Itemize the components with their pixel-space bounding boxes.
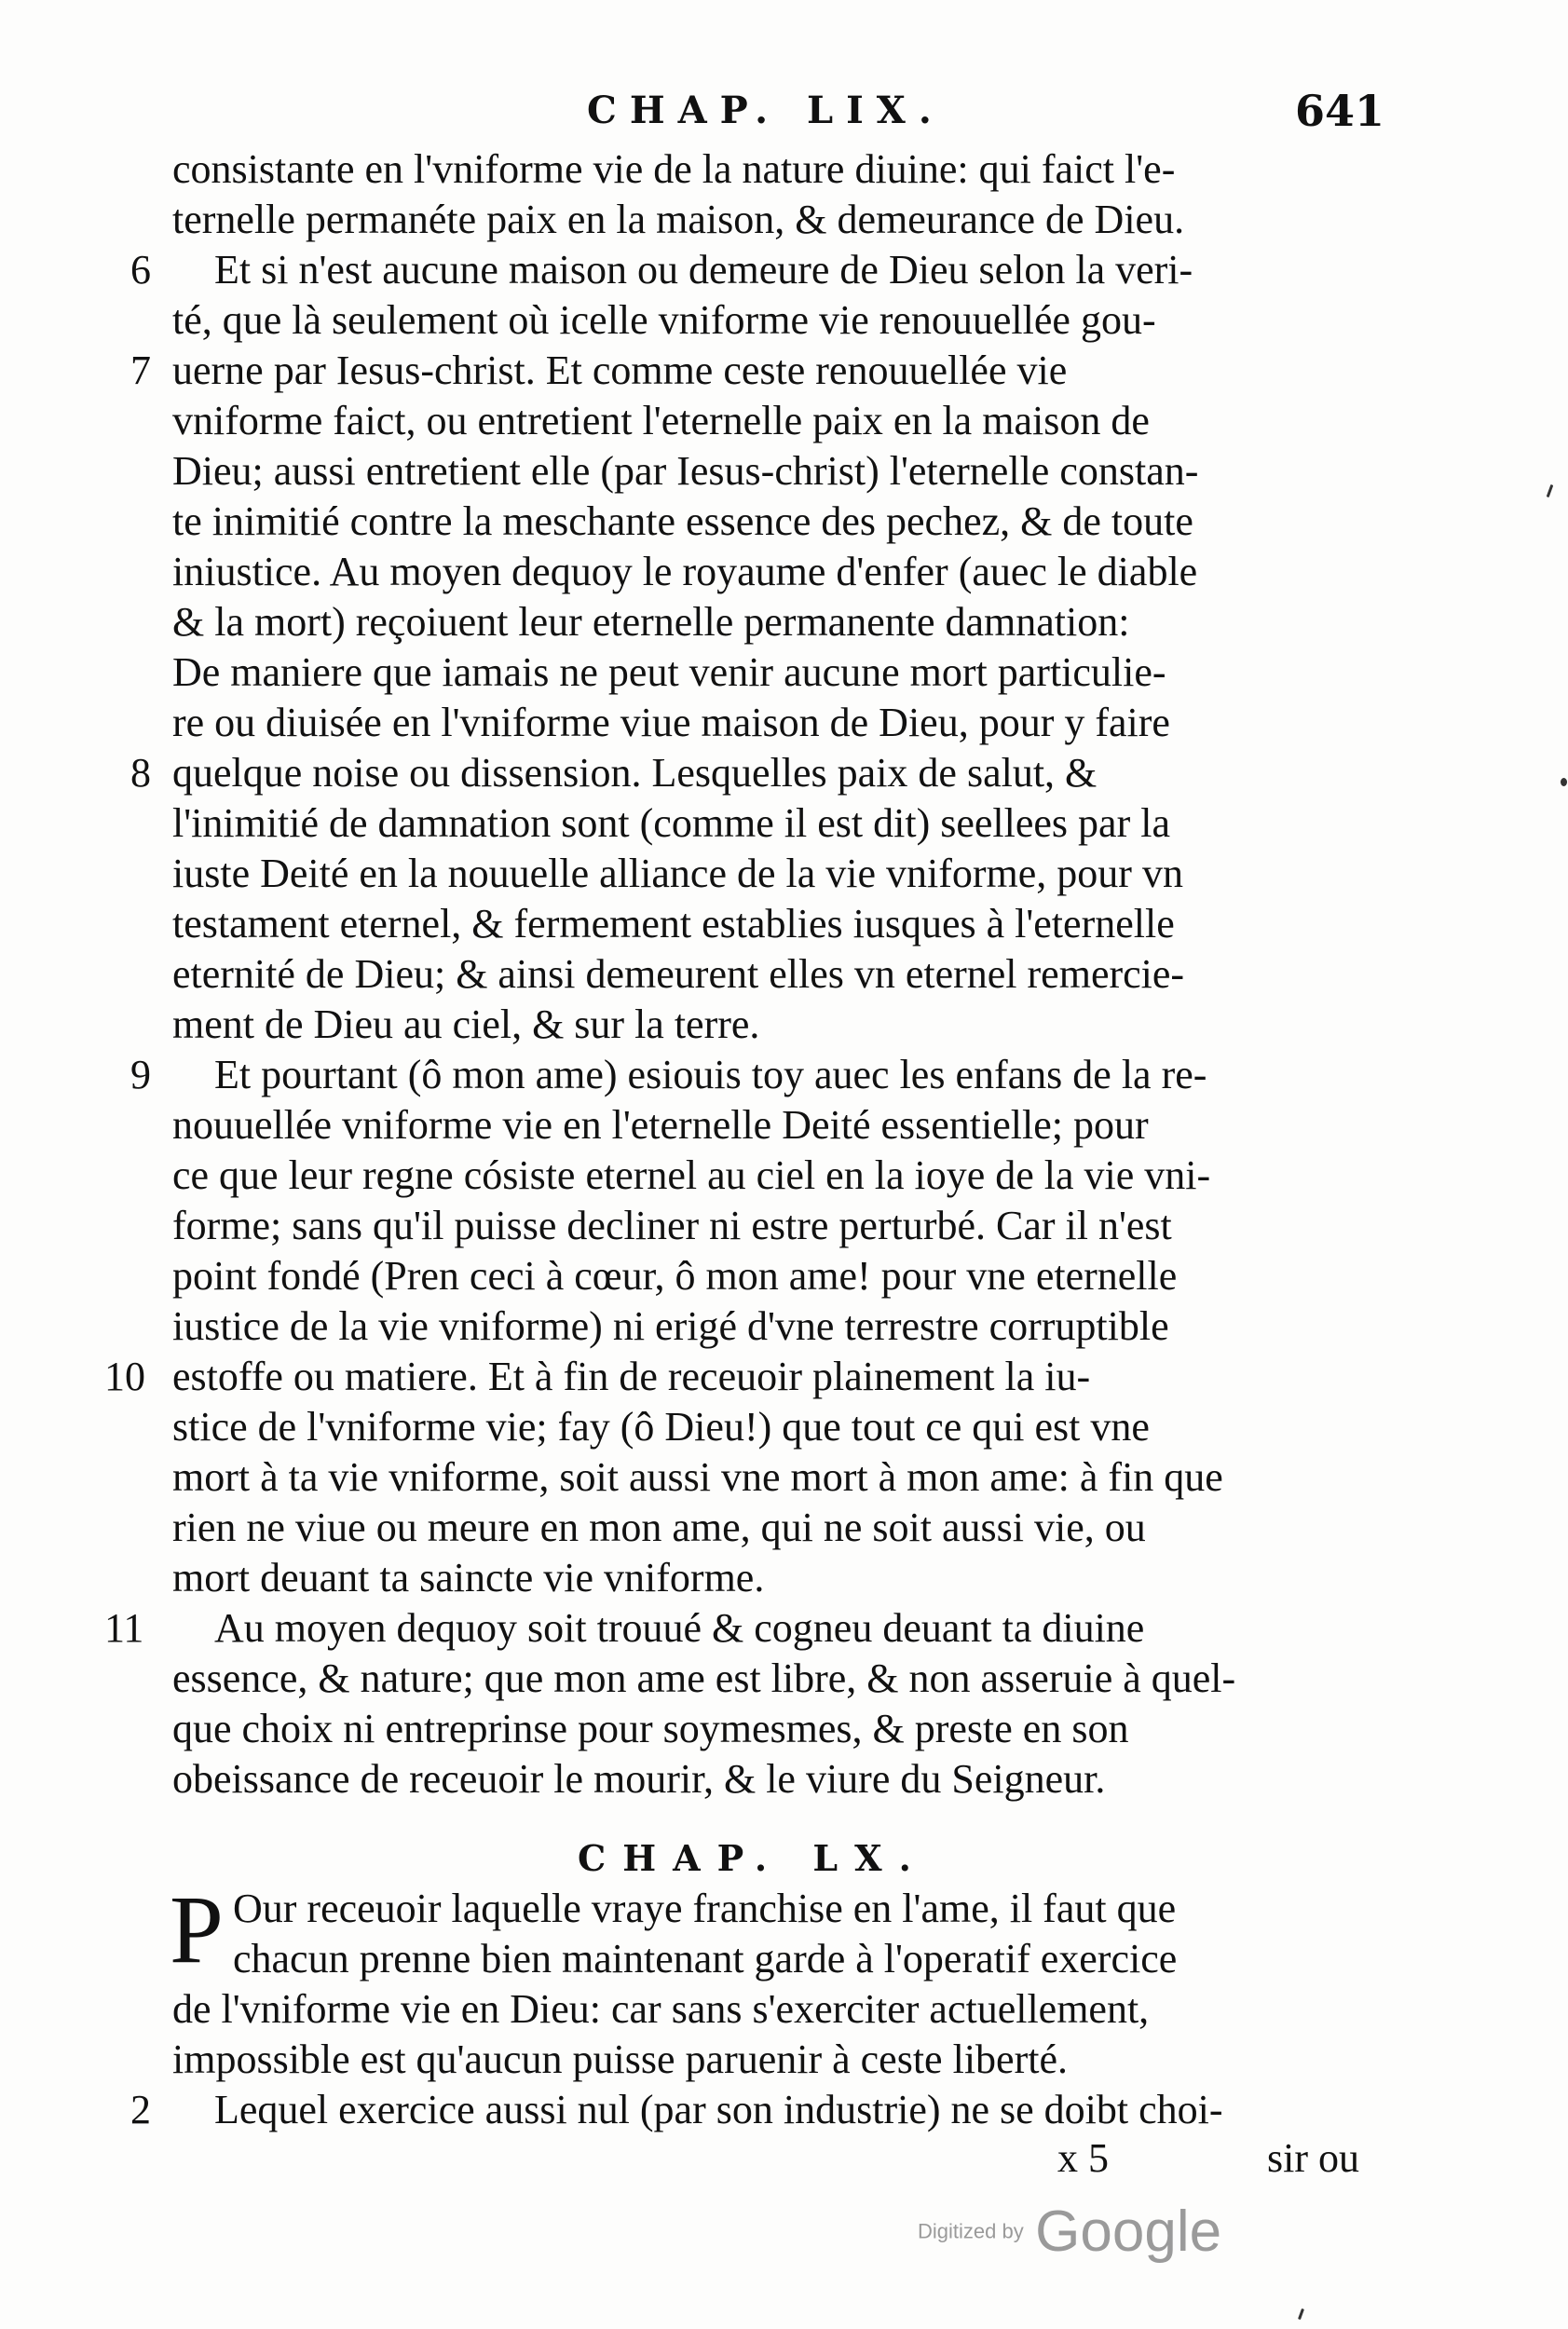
- verse-number: 6: [130, 247, 151, 293]
- verse-number: 9: [130, 1052, 151, 1097]
- text-line: Our receuoir laquelle vraye franchise en l'ame, il faut que: [233, 1886, 1177, 1931]
- text-line: ment de Dieu au ciel, & sur la terre.: [172, 1001, 760, 1047]
- verse-number: 10: [104, 1354, 145, 1399]
- text-line: testament eternel, & fermement establies iusques à l'eternelle: [172, 901, 1175, 947]
- text-line: forme; sans qu'il puisse decliner ni estre perturbé. Car il n'est: [172, 1203, 1172, 1248]
- text-line: estoffe ou matiere. Et à fin de receuoir plainement la iu-: [172, 1354, 1091, 1399]
- text-line: iustice de la vie vniforme) ni erigé d'vne terrestre corruptible: [172, 1303, 1169, 1349]
- chapter-heading: CHAP. LX.: [578, 1837, 928, 1879]
- text-line: iuste Deité en la nouuelle alliance de la vie vniforme, pour vn: [172, 851, 1183, 896]
- text-line: uerne par Iesus-christ. Et comme ceste renouuellée vie: [172, 347, 1068, 393]
- text-line: stice de l'vniforme vie; fay (ô Dieu!) que tout ce qui est vne: [172, 1404, 1150, 1450]
- verse-number: 2: [130, 2087, 151, 2132]
- text-line: ce que leur regne cósiste eternel au ciel en la ioye de la vie vni-: [172, 1152, 1211, 1198]
- text-line: que choix ni entreprinse pour soymesmes, & preste en son: [172, 1706, 1129, 1751]
- scan-speck: [1298, 2309, 1304, 2320]
- text-line: te inimitié contre la meschante essence des pechez, & de toute: [172, 498, 1193, 544]
- text-line: de l'vniforme vie en Dieu: car sans s'exerciter actuellement,: [172, 1986, 1150, 2032]
- text-line: Dieu; aussi entretient elle (par Iesus-christ) l'eternelle constan-: [172, 448, 1199, 494]
- text-line: mort à ta vie vniforme, soit aussi vne mort à mon ame: à fin que: [172, 1454, 1223, 1500]
- text-line: consistante en l'vniforme vie de la nature diuine: qui faict l'e-: [172, 146, 1176, 192]
- digitized-watermark: [918, 2199, 1221, 2265]
- text-line: Et si n'est aucune maison ou demeure de Dieu selon la veri-: [214, 247, 1193, 293]
- text-line: l'inimitié de damnation sont (comme il est dit) seellees par la: [172, 800, 1170, 846]
- text-line: obeissance de receuoir le mourir, & le viure du Seigneur.: [172, 1756, 1106, 1802]
- text-line: quelque noise ou dissension. Lesquelles paix de salut, &: [172, 750, 1098, 796]
- catchword: sir ou: [1267, 2135, 1359, 2181]
- text-line: chacun prenne bien maintenant garde à l'operatif exercice: [233, 1936, 1178, 1982]
- text-line: Au moyen dequoy soit trouué & cogneu deuant ta diuine: [214, 1605, 1145, 1651]
- verse-number: 8: [130, 750, 151, 796]
- watermark-prefix: Digitized by: [918, 2219, 1024, 2243]
- text-line: De maniere que iamais ne peut venir aucune mort particulie-: [172, 649, 1166, 695]
- text-line: té, que là seulement où icelle vniforme vie renouuellée gou-: [172, 297, 1156, 343]
- verse-number: 11: [104, 1605, 144, 1651]
- text-line: Et pourtant (ô mon ame) esiouis toy auec les enfans de la re-: [214, 1052, 1207, 1097]
- google-logo: Google: [1035, 2200, 1222, 2264]
- text-line: iniustice. Au moyen dequoy le royaume d'enfer (auec le diable: [172, 549, 1198, 594]
- text-line: re ou diuisée en l'vniforme viue maison de Dieu, pour y faire: [172, 700, 1170, 745]
- text-line: Lequel exercice aussi nul (par son industrie) ne se doibt choi-: [214, 2087, 1223, 2132]
- text-line: eternité de Dieu; & ainsi demeurent elles vn eternel remercie-: [172, 951, 1185, 997]
- text-line: mort deuant ta saincte vie vniforme.: [172, 1555, 765, 1600]
- scan-speck: [1547, 484, 1554, 497]
- running-head: CHAP. LIX.: [587, 89, 945, 132]
- verse-number: 7: [130, 347, 151, 393]
- text-line: essence, & nature; que mon ame est libre, & non asseruie à quel-: [172, 1655, 1236, 1701]
- page-number: 641: [1295, 86, 1385, 136]
- text-line: impossible est qu'aucun puisse paruenir à ceste liberté.: [172, 2036, 1068, 2082]
- text-line: vniforme faict, ou entretient l'eternelle paix en la maison de: [172, 398, 1150, 443]
- text-line: ternelle permanéte paix en la maison, & demeurance de Dieu.: [172, 197, 1185, 242]
- drop-cap: P: [170, 1876, 224, 1983]
- text-line: & la mort) reçoiuent leur eternelle permanente damnation:: [172, 599, 1130, 645]
- text-line: rien ne viue ou meure en mon ame, qui ne soit aussi vie, ou: [172, 1505, 1146, 1550]
- text-line: nouuellée vniforme vie en l'eternelle Deité essentielle; pour: [172, 1102, 1149, 1148]
- signature-mark: x 5: [1057, 2135, 1109, 2181]
- text-line: point fondé (Pren ceci à cœur, ô mon ame! pour vne eternelle: [172, 1253, 1178, 1299]
- scan-speck: [1561, 778, 1567, 786]
